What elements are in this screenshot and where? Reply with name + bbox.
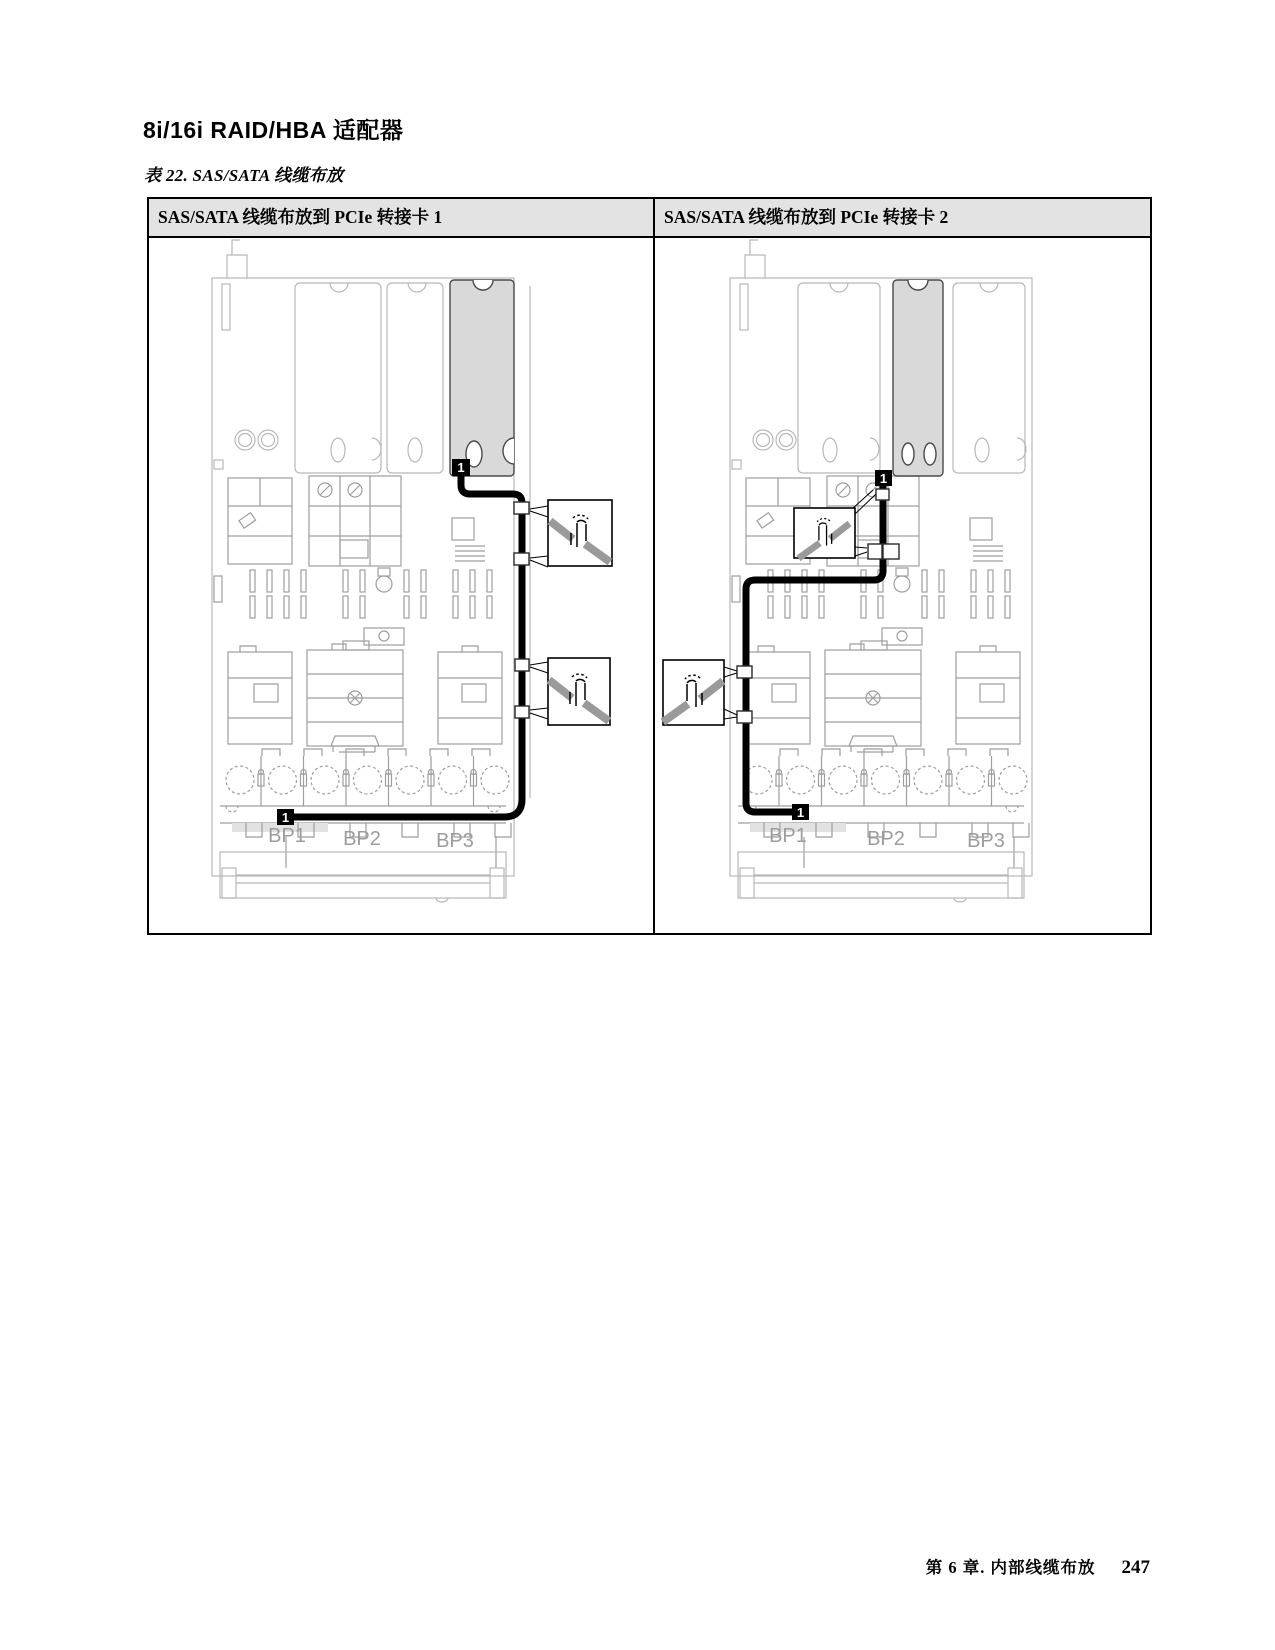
- svg-text:1: 1: [796, 805, 805, 820]
- bp1-label: BP1: [769, 825, 807, 847]
- callout-detail-box-left: [663, 660, 737, 725]
- callout-badge-1-bottom: [277, 809, 294, 825]
- bp2-label: BP2: [867, 828, 905, 850]
- footer-page-number: 247: [1121, 1557, 1150, 1578]
- bp3-label: BP3: [967, 830, 1005, 852]
- column-header-riser2: SAS/SATA 线缆布放到 PCIe 转接卡 2: [654, 198, 1151, 237]
- callout-detail-box-center: [794, 490, 876, 558]
- column-header-riser1: SAS/SATA 线缆布放到 PCIe 转接卡 1: [148, 198, 654, 237]
- table-caption: 表 22. SAS/SATA 线缆布放: [144, 166, 344, 185]
- callout-detail-box-lower: [530, 658, 610, 725]
- riser-slot-1: [798, 283, 880, 473]
- svg-text:1: 1: [879, 471, 888, 486]
- cable-routing-diagram-riser2: [655, 238, 1147, 933]
- bp2-label: BP2: [343, 828, 381, 850]
- callout-badge-1-bottom: [792, 804, 809, 820]
- callout-badge-1-top: [875, 470, 892, 486]
- cell-diagram-riser2: [654, 237, 1151, 934]
- svg-text:1: 1: [457, 460, 465, 475]
- riser-slot-2: [387, 283, 443, 473]
- bp3-label: BP3: [436, 830, 474, 852]
- cable-routing-diagram-riser1: [149, 238, 650, 933]
- cell-diagram-riser1: [148, 237, 654, 934]
- server-chassis: [212, 240, 530, 902]
- riser-slot-3: [953, 283, 1025, 473]
- cable-routing-table: [147, 197, 1152, 935]
- cable-connector: [868, 544, 899, 559]
- svg-text:1: 1: [281, 810, 290, 825]
- callout-detail-box-upper: [530, 500, 612, 567]
- page-title: 8i/16i RAID/HBA 适配器: [143, 117, 404, 143]
- footer-chapter-text: 第 6 章. 内部线缆布放: [925, 1558, 1096, 1577]
- riser-card-highlighted: [893, 280, 943, 476]
- riser-slot-1: [295, 283, 381, 473]
- page-footer: [0, 1554, 1150, 1579]
- callout-badge-1-top: [452, 459, 470, 476]
- bp1-label: BP1: [268, 825, 306, 847]
